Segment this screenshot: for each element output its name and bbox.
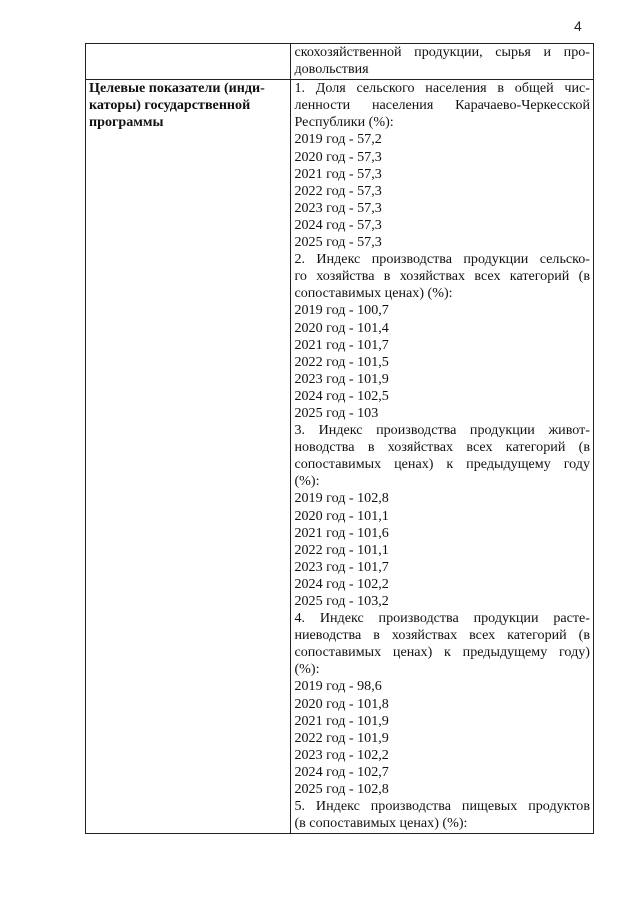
text-line: 2021 год - 101,6 bbox=[294, 524, 389, 541]
text-line: 5. Индекс производства пищевых продуктов bbox=[294, 798, 590, 815]
text-line: го хозяйства в хозяйствах всех категорий (в bbox=[294, 268, 590, 285]
text-line: довольствия bbox=[294, 61, 369, 78]
table-row bbox=[86, 80, 594, 834]
text-line: 2024 год - 57,3 bbox=[294, 216, 382, 233]
text-line: 2024 год - 102,7 bbox=[294, 763, 389, 780]
indicators-values-cell bbox=[291, 80, 594, 834]
text-line: (в сопоставимых ценах) (%): bbox=[294, 815, 468, 832]
text-line: сопоставимых ценах) к предыдущему году bbox=[294, 456, 590, 473]
text-line: 1. Доля сельского населения в общей чис- bbox=[294, 80, 590, 97]
text-line: новодства в хозяйствах всех категорий (в bbox=[294, 439, 590, 456]
text-line: 2019 год - 98,6 bbox=[294, 678, 382, 695]
text-line: 2021 год - 101,9 bbox=[294, 712, 389, 729]
text-line: Целевые показатели (инди- bbox=[89, 80, 265, 97]
page-number: 4 bbox=[574, 18, 582, 34]
text-line: 2019 год - 57,2 bbox=[294, 131, 382, 148]
text-line: 2021 год - 101,7 bbox=[294, 336, 389, 353]
program-passport-table bbox=[85, 43, 594, 834]
row1-left-cell bbox=[86, 44, 291, 80]
text-line: 2023 год - 102,2 bbox=[294, 746, 389, 763]
text-line: 2025 год - 102,8 bbox=[294, 781, 389, 798]
text-line: ниеводства в хозяйствах всех категорий (в bbox=[294, 627, 590, 644]
text-line: сопоставимых ценах) (%): bbox=[294, 285, 453, 302]
text-line: 2020 год - 57,3 bbox=[294, 148, 382, 165]
text-line: 2025 год - 103 bbox=[294, 404, 379, 421]
text-line: 2021 год - 57,3 bbox=[294, 165, 382, 182]
text-line: 2. Индекс производства продукции сельско- bbox=[294, 251, 590, 268]
text-line: каторы) государственной bbox=[89, 97, 251, 114]
text-line: 2023 год - 101,7 bbox=[294, 558, 389, 575]
text-line: 2020 год - 101,8 bbox=[294, 695, 389, 712]
text-line: 4. Индекс производства продукции расте- bbox=[294, 610, 590, 627]
text-line: (%): bbox=[294, 473, 320, 490]
indicators-label-cell bbox=[86, 80, 291, 834]
text-line: 2019 год - 102,8 bbox=[294, 490, 389, 507]
text-line: 2023 год - 101,9 bbox=[294, 370, 389, 387]
text-line: 2022 год - 101,5 bbox=[294, 353, 389, 370]
text-line: 2019 год - 100,7 bbox=[294, 302, 389, 319]
text-line: Республики (%): bbox=[294, 114, 394, 131]
text-line: 3. Индекс производства продукции живот- bbox=[294, 422, 590, 439]
text-line: ленности населения Карачаево-Черкесской bbox=[294, 97, 590, 114]
text-line: 2024 год - 102,5 bbox=[294, 387, 389, 404]
text-line: скохозяйственной продукции, сырья и про- bbox=[294, 44, 590, 60]
text-line: 2025 год - 103,2 bbox=[294, 593, 389, 609]
text-line: 2025 год - 57,3 bbox=[294, 234, 382, 251]
text-line: 2023 год - 57,3 bbox=[294, 199, 382, 216]
text-line: 2020 год - 101,4 bbox=[294, 319, 389, 336]
text-line: 2024 год - 102,2 bbox=[294, 575, 389, 592]
text-line: 2022 год - 57,3 bbox=[294, 182, 382, 199]
text-line: (%): bbox=[294, 661, 320, 678]
text-line: 2022 год - 101,9 bbox=[294, 729, 389, 746]
table-row bbox=[86, 44, 594, 80]
text-line: программы bbox=[89, 114, 164, 131]
text-line: сопоставимых ценах) к предыдущему году) bbox=[294, 644, 590, 661]
row1-right-cell bbox=[291, 44, 594, 80]
text-line: 2022 год - 101,1 bbox=[294, 541, 389, 558]
text-line: 2020 год - 101,1 bbox=[294, 507, 389, 524]
